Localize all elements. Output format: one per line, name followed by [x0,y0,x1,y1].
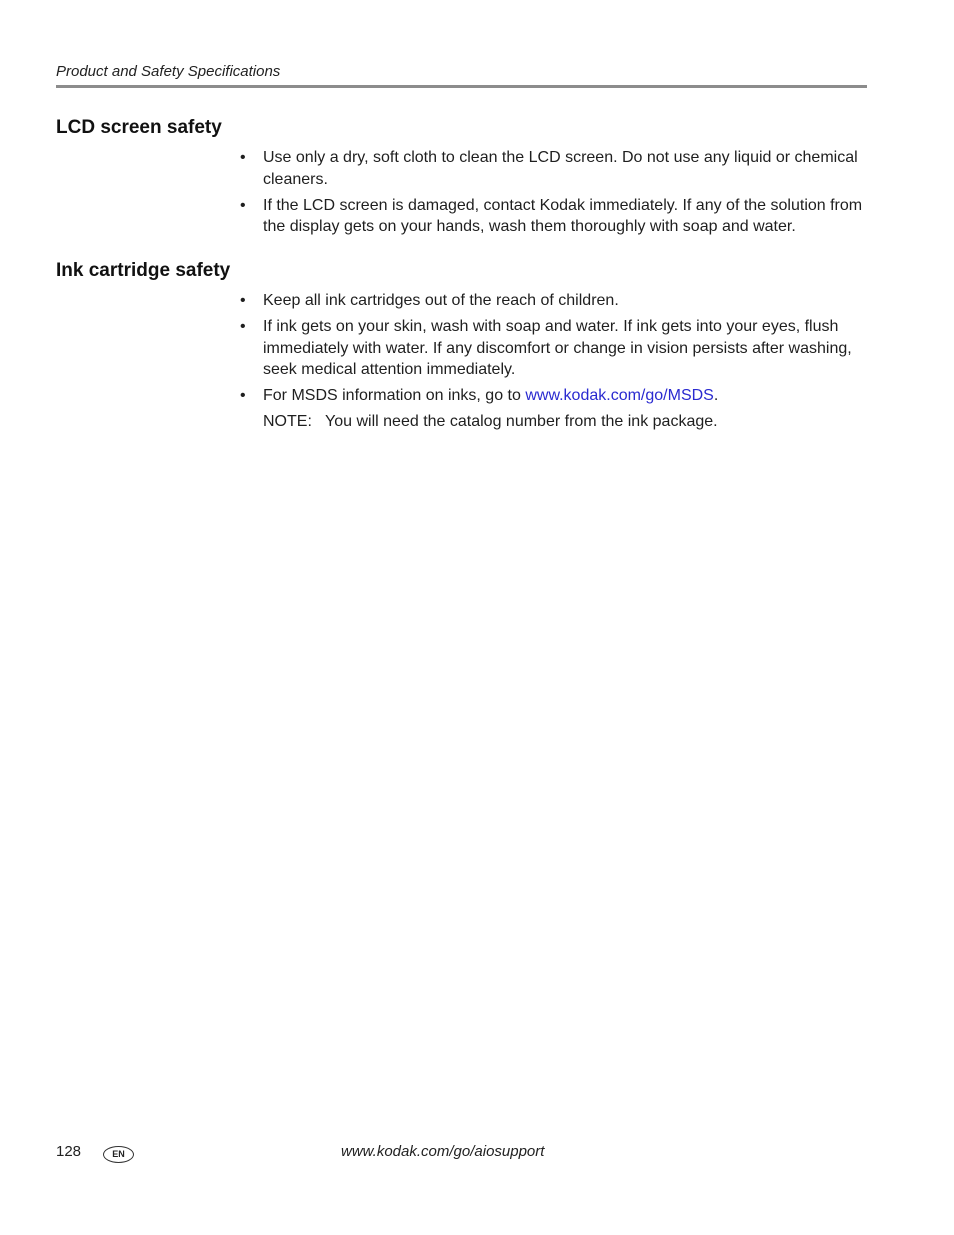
list-item-msds [240,385,880,407]
list-item [240,147,880,190]
note [263,411,718,433]
list-item [240,316,880,381]
bullet-icon: • [240,318,246,335]
language-badge-icon: EN [103,1146,134,1163]
list-item [240,195,880,238]
list-item-text: If the LCD screen is damaged, contact Kodak immediately. If any of the solution from the display gets on your hands, wash them thoroughly with soap and water. [263,196,863,235]
bullet-icon: • [240,292,246,309]
list-item [240,290,880,312]
note-text: You will need the catalog number from the ink package. [325,413,718,430]
section-heading-ink: Ink cartridge safety [56,260,231,281]
list-item-text: Keep all ink cartridges out of the reach of children. [263,292,619,309]
page-number: 128 [56,1143,82,1160]
running-header: Product and Safety Specifications [56,63,281,80]
header-rule [56,85,867,88]
note-label: NOTE: [263,413,312,430]
bullet-icon: • [240,149,246,166]
list-item-text: Use only a dry, soft cloth to clean the LCD screen. Do not use any liquid or chemical cleaners. [263,149,858,188]
msds-prefix: For MSDS information on inks, go to [263,387,526,404]
lcd-safety-list [240,147,880,242]
ink-safety-list [240,290,880,411]
section-heading-lcd: LCD screen safety [56,117,222,138]
footer-url: www.kodak.com/go/aiosupport [341,1143,545,1160]
list-item-text: If ink gets on your skin, wash with soap and water. If ink gets into your eyes, flush immediately with water. If any discomfort or change in vision persists after washing, seek medical attention immediately. [263,318,852,378]
bullet-icon: • [240,387,246,404]
msds-link[interactable]: www.kodak.com/go/MSDS [525,387,714,404]
bullet-icon: • [240,196,246,214]
msds-suffix: . [713,387,719,404]
